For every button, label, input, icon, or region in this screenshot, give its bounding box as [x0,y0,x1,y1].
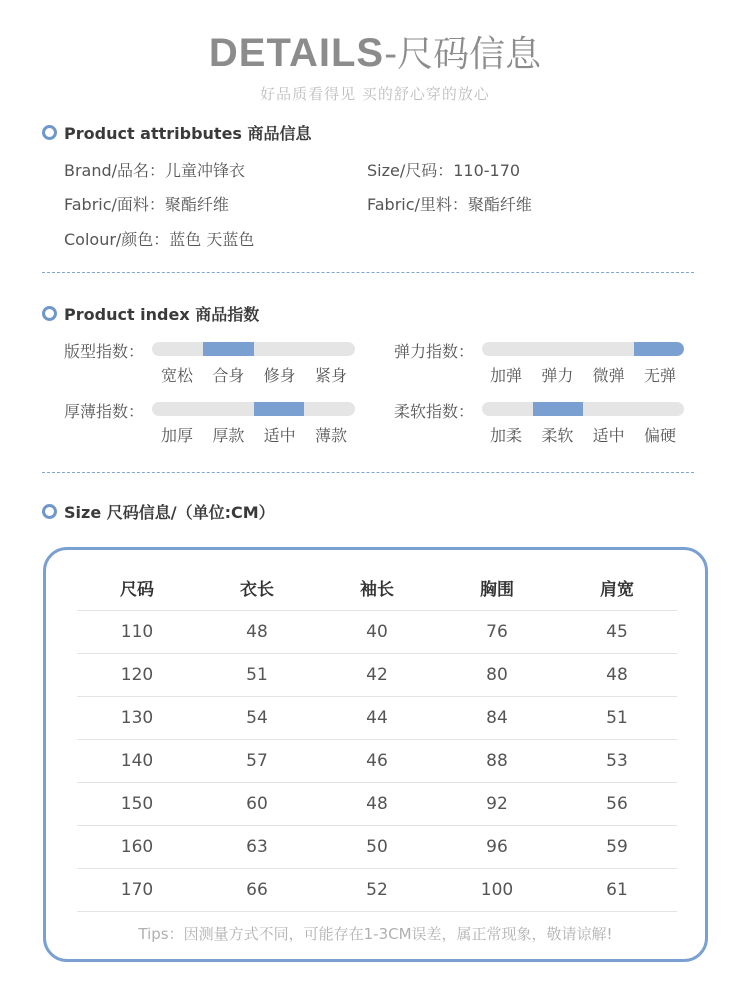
column-header: 胸围 [437,565,557,610]
thickness-index-fill [254,402,305,416]
attr-fabric: Fabric/面料：聚酯纤维 [64,195,229,214]
table-cell: 76 [437,610,557,653]
index-option: 合身 [212,366,245,385]
table-cell: 51 [557,696,677,739]
index-option: 紧身 [314,366,347,385]
table-cell: 100 [437,868,557,911]
table-cell: 50 [317,825,437,868]
page-header [0,26,750,104]
index-heading [42,302,259,325]
thickness-index-label: 厚薄指数： [64,402,145,421]
index-option: 加厚 [161,426,194,445]
table-cell: 66 [197,868,317,911]
index-option: 弹力 [541,366,574,385]
index-heading-text: Product index 商品指数 [64,305,260,324]
stretch-index-options [490,363,676,386]
softness-index-fill [533,402,584,416]
table-cell: 48 [317,782,437,825]
table-cell: 44 [317,696,437,739]
size-tips: Tips：因测量方式不同，可能存在1-3CM误差，属正常现象，敬请谅解! [138,925,613,943]
softness-index-bar [482,402,684,416]
fit-index-options [161,363,347,386]
softness-index-label: 柔软指数： [394,402,475,421]
index-option: 加柔 [490,426,523,445]
table-cell: 46 [317,739,437,782]
index-option: 偏硬 [643,426,676,445]
softness-index-options [490,423,676,446]
table-row [77,782,677,825]
table-cell: 40 [317,610,437,653]
circle-bullet-icon [42,125,57,140]
title-chinese: 尺码信息 [397,34,542,75]
column-header: 肩宽 [557,565,677,610]
attributes-heading [42,121,312,144]
index-option: 薄款 [314,426,347,445]
fit-index-bar [152,342,355,356]
attr-lining: Fabric/里料：聚酯纤维 [367,195,532,214]
table-cell: 170 [77,868,197,911]
table-cell: 140 [77,739,197,782]
table-cell: 54 [197,696,317,739]
attributes-heading-text: Product attribbutes 商品信息 [64,124,312,143]
section-divider [42,272,694,273]
table-cell: 84 [437,696,557,739]
table-row [77,739,677,782]
table-cell: 110 [77,610,197,653]
table-cell: 52 [317,868,437,911]
circle-bullet-icon [42,306,57,321]
index-option: 柔软 [541,426,574,445]
table-cell: 130 [77,696,197,739]
size-table-card [43,547,708,962]
circle-bullet-icon [42,504,57,519]
stretch-index-fill [634,342,685,356]
thickness-index-bar [152,402,355,416]
column-header: 衣长 [197,565,317,610]
column-header: 尺码 [77,565,197,610]
title-english: DETAILS [208,31,385,75]
table-header-row [77,565,677,610]
attr-brand: Brand/品名：儿童冲锋衣 [64,161,246,180]
page-subtitle: 好品质看得见 买的舒心穿的放心 [260,85,490,103]
stretch-index-label: 弹力指数： [394,342,475,361]
table-cell: 92 [437,782,557,825]
table-cell: 48 [197,610,317,653]
fit-index-fill [203,342,254,356]
thickness-index-options [161,423,347,446]
index-option: 适中 [592,426,625,445]
table-cell: 150 [77,782,197,825]
table-row [77,696,677,739]
index-option: 厚款 [212,426,245,445]
table-cell: 42 [317,653,437,696]
table-cell: 53 [557,739,677,782]
index-option: 加弹 [490,366,523,385]
table-row [77,825,677,868]
table-cell: 51 [197,653,317,696]
index-option: 修身 [263,366,296,385]
index-option: 适中 [263,426,296,445]
section-divider [42,472,694,473]
column-header: 袖长 [317,565,437,610]
title-separator: - [384,34,398,75]
table-cell: 48 [557,653,677,696]
table-cell: 96 [437,825,557,868]
table-cell: 56 [557,782,677,825]
table-cell: 60 [197,782,317,825]
table-cell: 63 [197,825,317,868]
table-cell: 45 [557,610,677,653]
size-table [77,565,677,912]
attr-colour: Colour/颜色：蓝色 天蓝色 [64,230,255,249]
table-cell: 120 [77,653,197,696]
size-heading [42,500,275,523]
table-row [77,653,677,696]
stretch-index-bar [482,342,684,356]
fit-index-label: 版型指数： [64,342,145,361]
page-title [0,26,750,77]
table-cell: 80 [437,653,557,696]
index-option: 微弹 [592,366,625,385]
index-option: 无弹 [643,366,676,385]
size-heading-text: Size 尺码信息/（单位:CM） [64,503,275,522]
table-cell: 88 [437,739,557,782]
table-row [77,868,677,911]
table-cell: 61 [557,868,677,911]
table-row [77,610,677,653]
table-cell: 59 [557,825,677,868]
table-cell: 57 [197,739,317,782]
table-cell: 160 [77,825,197,868]
attr-size: Size/尺码：110-170 [367,161,521,180]
index-option: 宽松 [161,366,194,385]
